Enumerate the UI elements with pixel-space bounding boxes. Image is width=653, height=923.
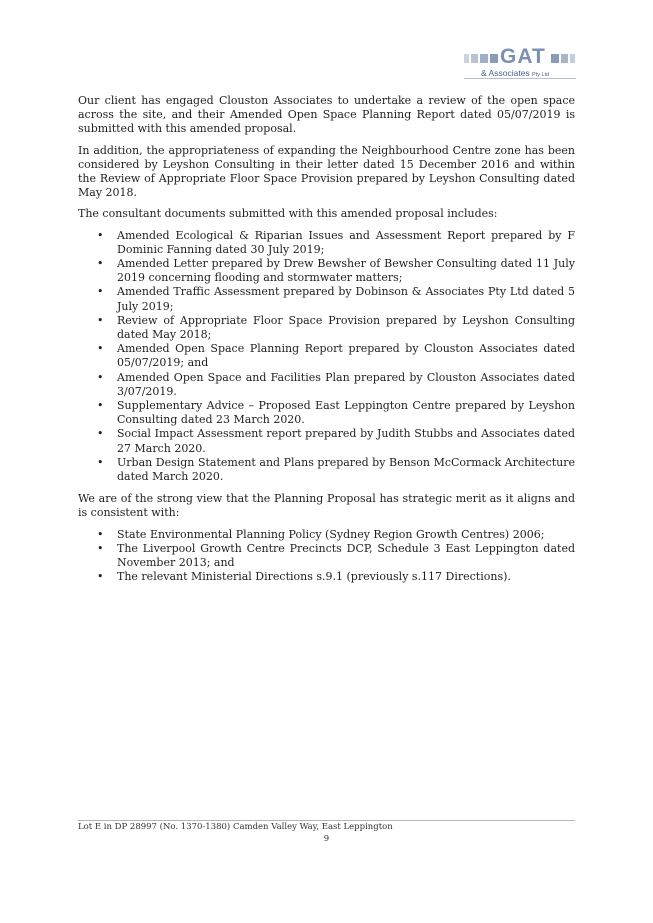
paragraph-neighbourhood-centre: In addition, the appropriateness of expanding the Neighbourhood Centre zone has been considered by Leyshon Consulting in their letter dated 15 December 2016 and within the Review of Appropriate Floor Space Provision prepared by Leyshon Consulting dated May 2018. (78, 143, 575, 200)
logo-square (561, 54, 568, 63)
consultant-documents-list (78, 229, 575, 485)
company-logo (464, 44, 576, 84)
page-number: 9 (323, 834, 330, 844)
list-item: • Amended Open Space and Facilities Plan prepared by Clouston Associates dated 3/07/2019. (78, 371, 575, 399)
logo-square (471, 54, 478, 63)
logo-subtitle: & Associates Pty Ltd (481, 68, 550, 78)
logo-square (551, 54, 559, 63)
list-item: • Amended Open Space Planning Report prepared by Clouston Associates dated 05/07/2019; and (78, 342, 575, 370)
footer-divider (78, 820, 575, 821)
paragraph-consultant-intro: The consultant documents submitted with this amended proposal includes: (78, 207, 498, 221)
logo-square (464, 54, 469, 63)
list-item: • Urban Design Statement and Plans prepared by Benson McCormack Architecture dated March 2020. (78, 456, 575, 484)
list-item: • Review of Appropriate Floor Space Provision prepared by Leyshon Consulting dated May 2018; (78, 314, 575, 342)
list-item: • State Environmental Planning Policy (Sydney Region Growth Centres) 2006; (78, 528, 575, 542)
list-item: • Supplementary Advice – Proposed East Leppington Centre prepared by Leyshon Consulting dated 23 March 2020. (78, 399, 575, 427)
paragraph-open-space-review: Our client has engaged Clouston Associates to undertake a review of the open space across the site, and their Amended Open Space Planning Report dated 05/07/2019 is submitted with this amended proposal. (78, 94, 575, 136)
logo-rule (464, 78, 576, 79)
document-body (78, 94, 575, 593)
list-item: • Amended Letter prepared by Drew Bewsher of Bewsher Consulting dated 11 July 2019 concerning flooding and stormwater matters; (78, 257, 575, 285)
logo-square (490, 54, 498, 63)
list-item: • Social Impact Assessment report prepared by Judith Stubbs and Associates dated 27 March 2020. (78, 427, 575, 455)
paragraph-strategic-merit: We are of the strong view that the Planning Proposal has strategic merit as it aligns and is consistent with: (78, 492, 575, 520)
footer-address: Lot E in DP 28997 (No. 1370-1380) Camden Valley Way, East Leppington (78, 822, 393, 832)
list-item: • The relevant Ministerial Directions s.9.1 (previously s.117 Directions). (78, 570, 575, 584)
logo-brand: GAT (500, 45, 546, 68)
list-item: • Amended Traffic Assessment prepared by Dobinson & Associates Pty Ltd dated 5 July 2019; (78, 285, 575, 313)
list-item: • The Liverpool Growth Centre Precincts DCP, Schedule 3 East Leppington dated November 2013; and (78, 542, 575, 570)
logo-square (480, 54, 488, 63)
logo-square (570, 54, 575, 63)
strategic-alignment-list (78, 528, 575, 585)
list-item: • Amended Ecological & Riparian Issues and Assessment Report prepared by F Dominic Fanning dated 30 July 2019; (78, 229, 575, 257)
